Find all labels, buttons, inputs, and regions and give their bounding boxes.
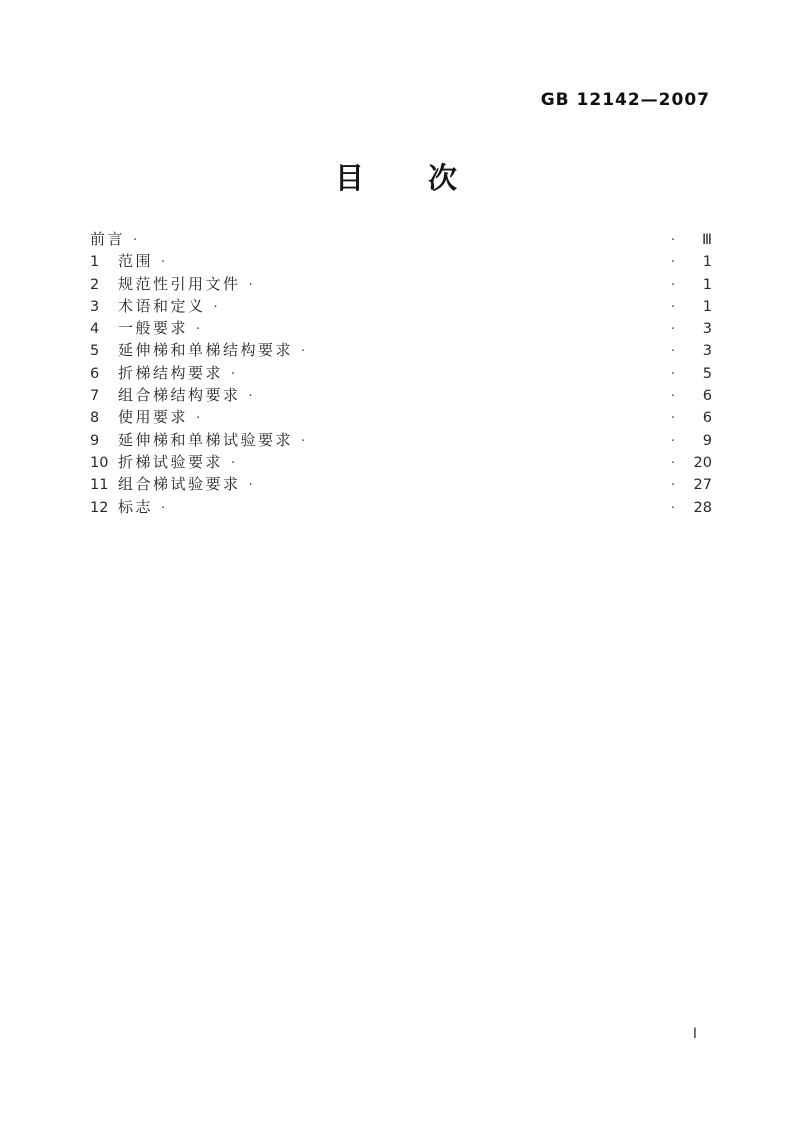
leader-dot: · — [248, 389, 253, 405]
toc-row — [90, 429, 712, 451]
leader-dot: · — [231, 455, 236, 471]
toc-entry-page: Ⅲ — [702, 232, 712, 248]
toc-row — [90, 362, 712, 384]
leader-dot: · — [301, 344, 306, 360]
toc-entry-title: 延伸梯和单梯试验要求 — [118, 430, 294, 449]
toc-entry-title: 组合梯结构要求 — [118, 386, 241, 405]
toc-entry-page: 6 — [702, 410, 712, 427]
toc-row — [90, 406, 712, 428]
toc-entry-page: 3 — [702, 343, 712, 360]
toc-entry-number: 8 — [90, 410, 100, 427]
toc-entry-number: 4 — [90, 321, 100, 338]
toc-entry-title: 规范性引用文件 — [118, 274, 241, 293]
footer-page-number: I — [692, 1026, 697, 1042]
leader-dot: · — [213, 299, 218, 315]
standard-code: GB 12142—2007 — [540, 90, 710, 110]
toc-entry-page: 1 — [702, 276, 712, 293]
leader-dot: · — [161, 500, 166, 516]
toc-row — [90, 473, 712, 495]
toc-row — [90, 451, 712, 473]
toc-entry-page: 28 — [693, 499, 712, 516]
leader-dot: · — [133, 233, 138, 248]
leader-dot: · — [670, 299, 675, 315]
leader-dot: · — [248, 478, 253, 494]
leader-dot: · — [670, 500, 675, 516]
toc-row — [90, 273, 712, 295]
toc-entry-title: 延伸梯和单梯结构要求 — [118, 341, 294, 360]
toc-entry-title: 范围 — [118, 252, 154, 271]
leader-dot: · — [670, 322, 675, 338]
leader-dot: · — [301, 433, 306, 449]
toc-entry-number: 5 — [90, 343, 100, 360]
toc-row — [90, 250, 712, 272]
toc-row — [90, 496, 712, 518]
toc-row — [90, 228, 712, 250]
toc-entry-title: 使用要求 — [118, 408, 189, 427]
leader-dot: · — [196, 322, 201, 338]
leader-dot: · — [670, 389, 675, 405]
toc-entry-number: 3 — [90, 298, 100, 315]
toc-entry-title: 术语和定义 — [118, 296, 206, 315]
toc-entry-title: 标志 — [118, 497, 154, 516]
toc-entry-page: 5 — [702, 365, 712, 382]
toc-row — [90, 295, 712, 317]
page-title: 目 次 — [334, 161, 459, 195]
toc-entry-title: 折梯试验要求 — [118, 452, 224, 471]
toc-row — [90, 339, 712, 361]
toc-entry-page: 1 — [702, 254, 712, 271]
toc-entry-number: 2 — [90, 276, 100, 293]
toc-entry-page: 6 — [702, 388, 712, 405]
toc-entry-number: 10 — [90, 454, 109, 471]
leader-dot: · — [670, 277, 675, 293]
leader-dot: · — [670, 455, 675, 471]
toc-entry-number: 1 — [90, 254, 100, 271]
toc-entry-number: 12 — [90, 499, 109, 516]
toc-entry-title: 组合梯试验要求 — [118, 475, 241, 494]
toc-entry-number: 11 — [90, 477, 109, 494]
leader-dot: · — [196, 411, 201, 427]
leader-dot: · — [670, 344, 675, 360]
toc-entry-title: 前言 — [90, 230, 126, 248]
leader-dot: · — [670, 411, 675, 427]
toc-entry-number: 9 — [90, 432, 100, 449]
leader-dot: · — [670, 366, 675, 382]
toc-entry-number: 7 — [90, 388, 100, 405]
toc-entry-title: 一般要求 — [118, 319, 189, 338]
leader-dot: · — [670, 255, 675, 271]
leader-dot: · — [248, 277, 253, 293]
toc-entry-page: 27 — [693, 477, 712, 494]
leader-dot: · — [231, 366, 236, 382]
leader-dot: · — [670, 433, 675, 449]
leader-dot: · — [670, 478, 675, 494]
toc-row — [90, 384, 712, 406]
toc-entry-page: 3 — [702, 321, 712, 338]
toc-entry-page: 20 — [693, 454, 712, 471]
toc-row — [90, 317, 712, 339]
table-of-contents — [90, 228, 712, 518]
toc-entry-page: 9 — [702, 432, 712, 449]
leader-dot: · — [670, 233, 675, 248]
toc-entry-page: 1 — [702, 298, 712, 315]
toc-entry-title: 折梯结构要求 — [118, 363, 224, 382]
leader-dot: · — [161, 255, 166, 271]
toc-entry-number: 6 — [90, 365, 100, 382]
